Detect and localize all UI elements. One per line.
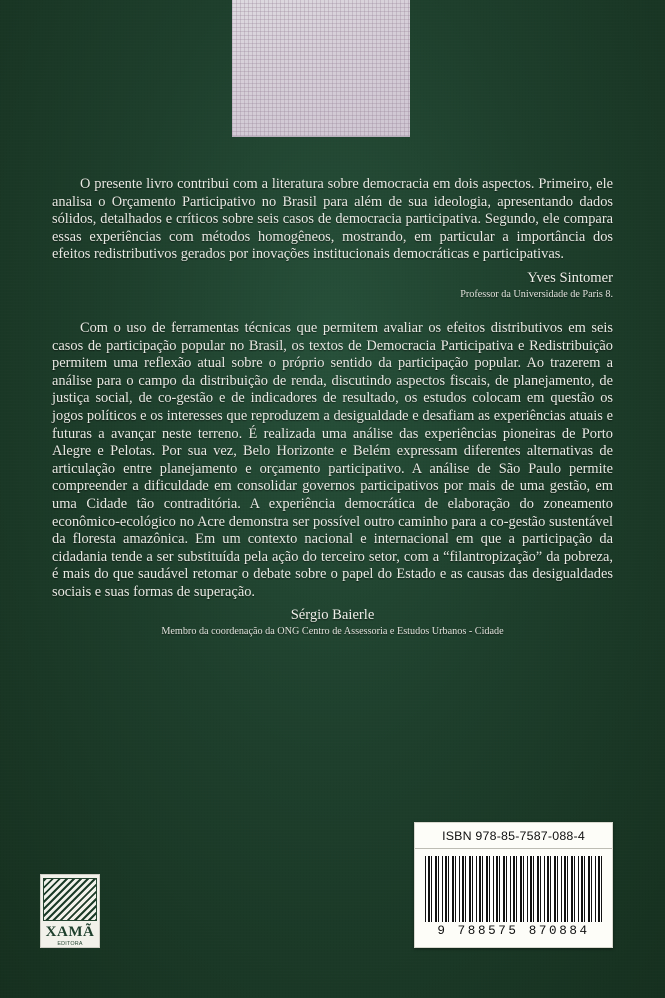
blurb-text: Com o uso de ferramentas técnicas que permitem avaliar os efeitos distributivos em seis casos de participação popular no Brasil, os textos de Democracia Participativa e Redistribuição permitem uma reflexão atual sobre o próprio sentido da participação popular. Ao trazerem a análise para o campo da distribuição de renda, discutindo aspectos fiscais, de planejamento, de justiça social, de co-gestão e de indicadores de resultado, os estudos colocam em questão os jogos políticos e os interesses que reproduzem a desigualdade e desafiam as experiências atuais e futuras a avançar neste terreno. É realizada uma análise das experiências pioneiras de Porto Alegre e Pelotas. Por sua vez, Belo Horizonte e Belém expressam diferentes alternativas de articulação entre planejamento e orçamento participativo. A análise de São Paulo permite compreender a dificuldade em consolidar governos participativos por mais de uma gestão, em uma Cidade tão contraditória. A experiência democrática de elaboração do zoneamento econômico-ecológico no Acre demonstra ser possível outro caminho para a co-gestão sustentável da floresta amazônica. Em um contexto nacional e internacional em que a participação da cidadania tende a ser substituída pela ação do terceiro setor, com a “filantropização” da pobreza, é mais do que saudável retomar o debate sobre o papel do Estado e as causas das desigualdades sociais e suas formas de superação. <box>52 319 613 600</box>
blurb-affiliation: Membro da coordenação da ONG Centro de Assessoria e Estudos Urbanos - Cidade <box>161 626 504 638</box>
publisher-mark-icon <box>43 878 97 921</box>
fabric-texture-image <box>232 0 410 137</box>
blurb-affiliation: Professor da Universidade de Paris 8. <box>460 288 613 300</box>
blurb-author: Yves Sintomer <box>527 269 613 286</box>
barcode-digits: 9 788575 870884 <box>437 924 590 938</box>
barcode-icon <box>425 856 602 922</box>
isbn-label: ISBN 978-85-7587-088-4 <box>442 829 585 843</box>
paragraph-spacer <box>52 300 613 320</box>
publisher-sub: EDITORA <box>57 941 83 947</box>
isbn-barcode-block <box>414 822 613 948</box>
publisher-name: XAMÃ <box>45 924 95 940</box>
divider <box>415 848 612 849</box>
publisher-logo <box>40 874 100 948</box>
blurb-text: O presente livro contribui com a literatura sobre democracia em dois aspectos. Primeiro, ele analisa o Orçamento Participativo no Brasil para além de sua ideologia, apresentando dados sólidos, detalhados e críticos sobre seis casos de democracia participativa. Segundo, ele compara essas experiências com métodos homogêneos, mostrando, em particular a importância dos efeitos redistributivos gerados por inovações institucionais democráticas e participativas. <box>52 176 613 263</box>
blurb-author: Sérgio Baierle <box>290 607 375 624</box>
blurb-column <box>52 176 613 637</box>
